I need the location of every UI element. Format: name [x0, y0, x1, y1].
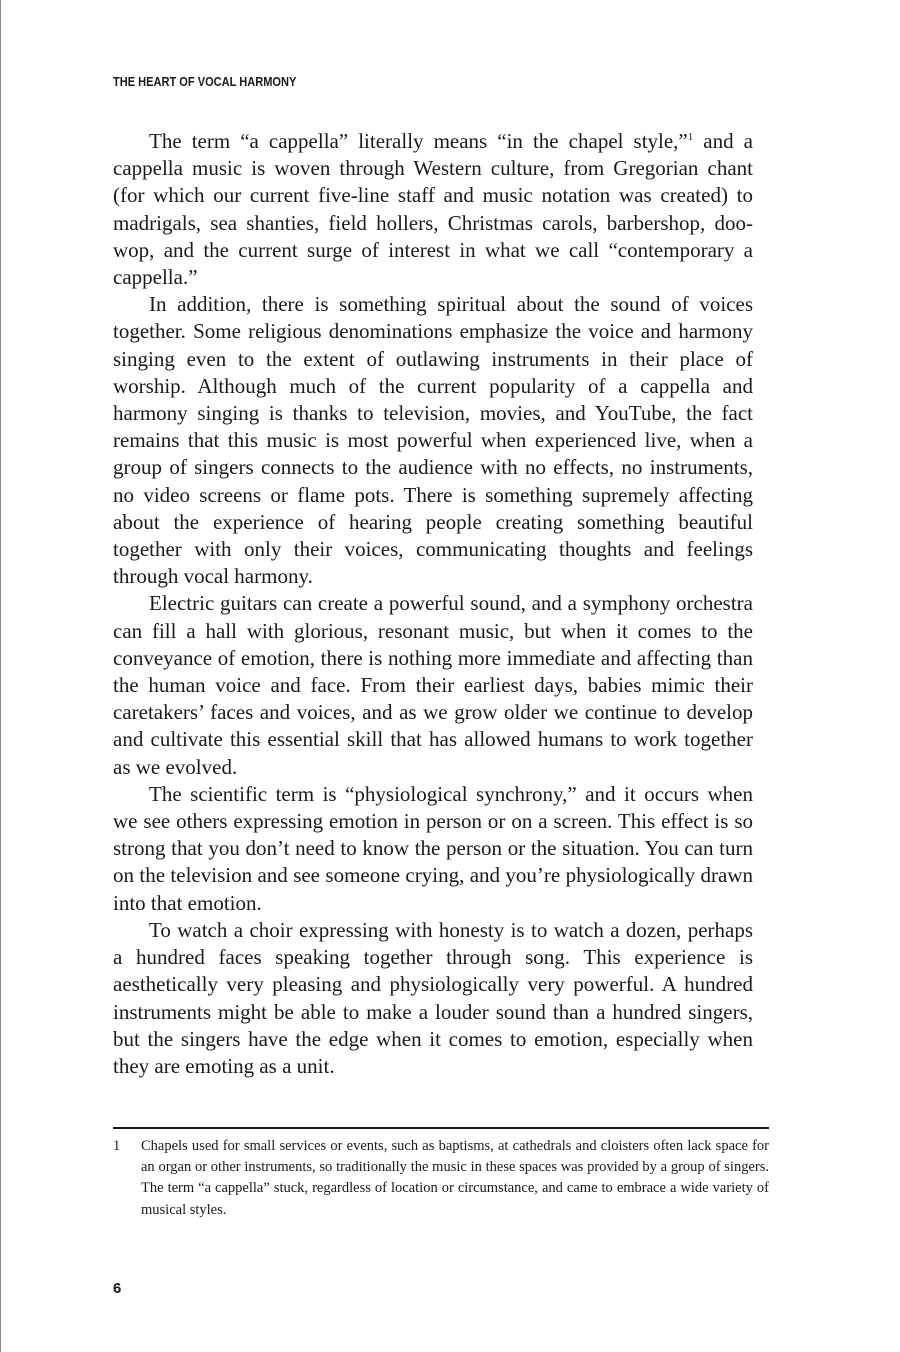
footnote-number: 1	[113, 1138, 121, 1154]
paragraph-5: To watch a choir expressing with honesty is to watch a dozen, perhaps a hundred faces speaking together through song. This experience is aesthetically very pleasing and physiologically very powerful. A hundred instruments might be able to make a louder sound than a hundred singers, but the singers have the edge when it comes to emotion, especially when they are emoting as a unit.	[113, 917, 753, 1078]
paragraph-1	[113, 128, 753, 291]
paragraph-3: Electric guitars can create a powerful sound, and a symphony orchestra can fill a hall with glorious, resonant music, but when it comes to the conveyance of emotion, there is nothing more immediate and affecting than the human voice and face. From their earliest days, babies mimic their caretakers’ faces and voices, and as we grow older we continue to develop and cultivate this essential skill that has allowed humans to work together as we evolved.	[113, 591, 753, 779]
footnote	[113, 1136, 769, 1221]
paragraph-1-text: The term “a cappella” literally means “in the chapel style,”	[149, 129, 688, 153]
paragraph-4: The scientific term is “physiological synchrony,” and it occurs when we see others expressing emotion in person or on a screen. This effect is so strong that you don’t need to know the person or the situation. You can turn on the television and see someone crying, and you’re physiologically drawn into that emotion.	[113, 781, 753, 915]
footnote-divider	[113, 1127, 769, 1129]
running-head: THE HEART OF VOCAL HARMONY	[113, 74, 297, 89]
page-number: 6	[113, 1280, 122, 1297]
body-text	[113, 128, 753, 1080]
paragraph-2: In addition, there is something spiritual about the sound of voices together. Some religious denominations emphasize the voice and harmony singing even to the extent of outlawing instruments in their place of worship. Although much of the current popularity of a cappella and harmony singing is thanks to television, movies, and YouTube, the fact remains that this music is most powerful when experienced live, when a group of singers connects to the audience with no effects, no instruments, no video screens or flame pots. There is something supremely affecting about the experience of hearing people creating something beautiful together with only their voices, communicating thoughts and feelings through vocal harmony.	[113, 292, 753, 589]
footnote-text: Chapels used for small services or events, such as baptisms, at cathedrals and cloisters often lack space for an organ or other instruments, so traditionally the music in these spaces was provided by a group of singers. The term “a cappella” stuck, regardless of location or circumstance, and came to embrace a wide variety of musical styles.	[141, 1138, 769, 1218]
paragraph-1-continuation: and a cappella music is woven through Western culture, from Gregorian chant (for which our current five-line staff and music notation was created) to madrigals, sea shanties, field hollers, Christmas carols, barbershop, doo-wop, and the current surge of interest in what we call “contemporary a cappella.”	[113, 129, 753, 290]
footnote-reference[interactable]: 1	[687, 131, 694, 143]
